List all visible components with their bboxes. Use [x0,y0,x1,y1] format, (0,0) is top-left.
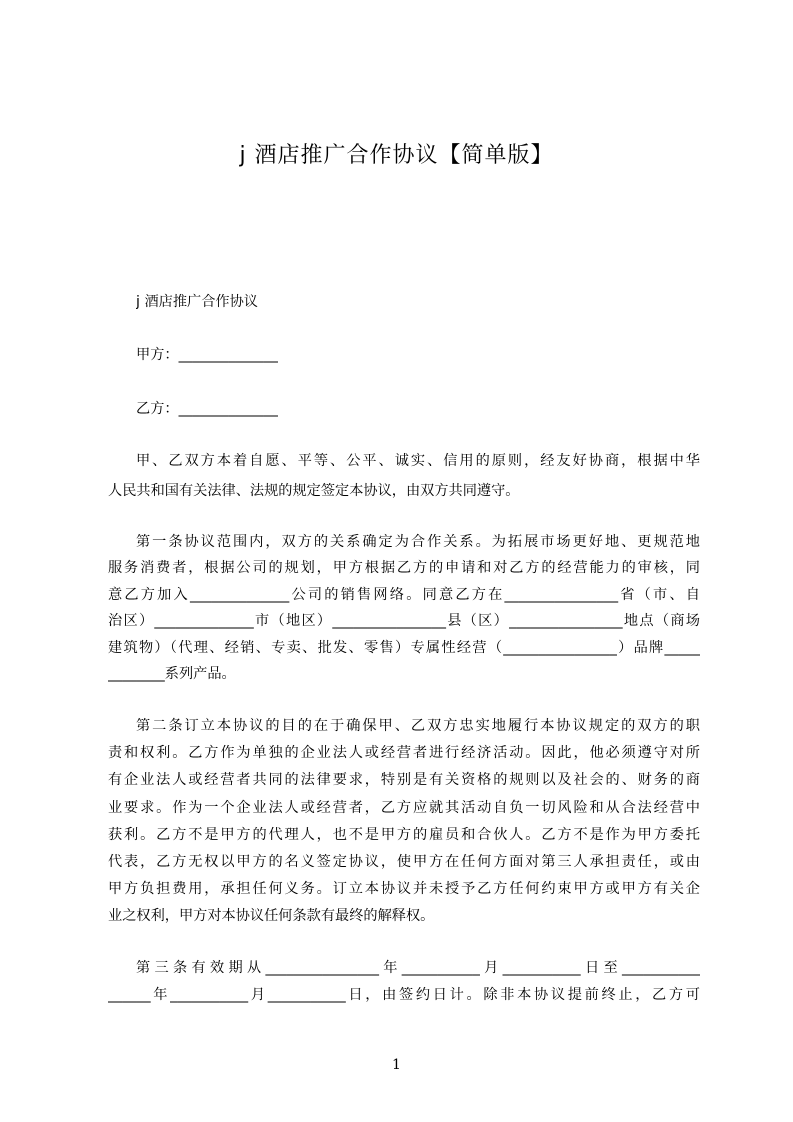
article-3-line: 第三条有效期从________________年___________月___________日至___________ [136,960,700,976]
article-2-line: 代表，乙方无权以甲方的名义签定协议，使甲方在任何方面对第三人承担责任，或由 [108,854,700,870]
agreement-subtitle: j 酒店推广合作协议 [136,294,258,310]
article-3-line: ______年___________月___________日，由签约日计。除非本协议提前终止，乙方可 [108,987,700,1003]
article-1-line: 治区）______________市（地区）________________县（区）________________地点（商场 [108,613,700,629]
article-1-line: 意乙方加入______________公司的销售网络。同意乙方在________________省（市、自 [108,587,700,603]
document-title: j 酒店推广合作协议【简单版】 [239,143,554,168]
article-1-line: ________系列产品。 [108,666,236,682]
article-1-line: 建筑物）（代理、经销、专卖、批发、零售）专属性经营（________________）品牌_____ [108,640,700,656]
article-2-line: 有企业法人或经营者共同的法律要求，特别是有关资格的规则以及社会的、财务的商 [108,772,700,788]
party-b-line: 乙方：______________ [136,401,278,417]
article-1-line: 服务消费者，根据公司的规划，甲方根据乙方的申请和对乙方的经营能力的审核，同 [108,560,700,576]
article-2-line: 业要求。作为一个企业法人或经营者，乙方应就其活动自负一切风险和从合法经营中 [108,800,700,816]
page-number: 1 [392,1057,401,1073]
article-2-line: 第二条订立本协议的目的在于确保甲、乙双方忠实地履行本协议规定的双方的职 [136,718,700,734]
article-1-line: 第一条协议范围内，双方的关系确定为合作关系。为拓展市场更好地、更规范地 [136,534,700,550]
article-2-line: 业之权利，甲方对本协议任何条款有最终的解释权。 [108,908,435,924]
preamble-line: 甲、乙双方本着自愿、平等、公平、诚实、信用的原则，经友好协商，根据中华 [136,453,700,469]
article-2-line: 甲方负担费用，承担任何义务。订立本协议并未授予乙方任何约束甲方或甲方有关企 [108,881,700,897]
article-2-line: 责和权利。乙方作为单独的企业法人或经营者进行经济活动。因此，他必须遵守对所 [108,745,700,761]
preamble-line: 人民共和国有关法律、法规的规定签定本协议，由双方共同遵守。 [108,483,520,499]
article-2-line: 获利。乙方不是甲方的代理人，也不是甲方的雇员和合伙人。乙方不是作为甲方委托 [108,827,700,843]
party-a-line: 甲方：______________ [136,347,278,363]
